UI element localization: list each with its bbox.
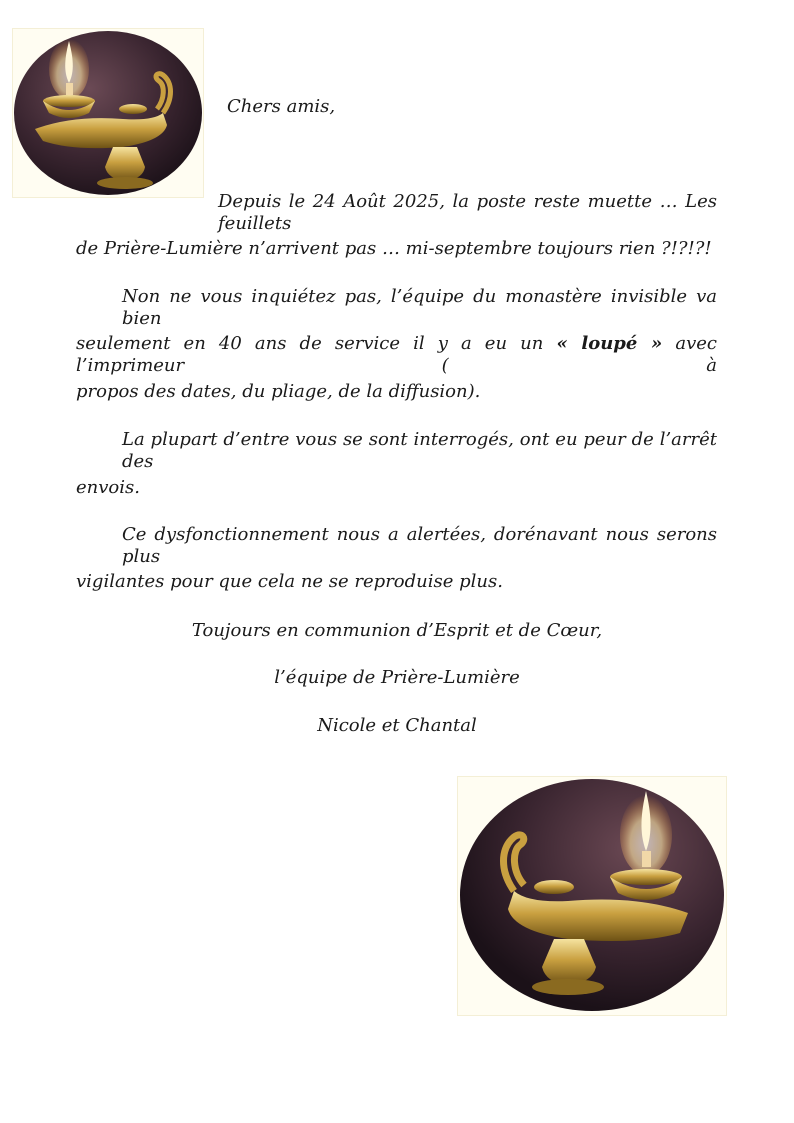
- signature: Nicole et Chantal: [317, 715, 477, 736]
- paragraph-3-line-2: envois.: [76, 477, 140, 498]
- oil-lamp-photo-top: [12, 28, 204, 198]
- paragraph-2-line-2: [76, 333, 717, 377]
- paragraph-4-line-1: Ce dysfonctionnement nous a alertées, dorénavant nous serons plus: [122, 524, 717, 567]
- paragraph-2-line-3: propos des dates, du pliage, de la diffusion).: [76, 381, 481, 402]
- paragraph-4-line-2: vigilantes pour que cela ne se reproduise plus.: [76, 571, 503, 592]
- team-line: l’équipe de Prière-Lumière: [274, 667, 520, 688]
- paragraph-2-line-2-after: avec l’imprimeur ( à: [76, 333, 717, 376]
- paragraph-1-line-2: de Prière-Lumière n’arrivent pas … mi-septembre toujours rien ?!?!?!: [76, 238, 712, 259]
- oil-lamp-photo-bottom: [457, 776, 727, 1016]
- paragraph-2-line-2-before: seulement en 40 ans de service il y a eu un: [76, 333, 544, 354]
- greeting: Chers amis,: [227, 96, 336, 117]
- oil-lamp-icon: [458, 777, 726, 1015]
- closing-line: Toujours en communion d’Esprit et de Cœur,: [191, 620, 603, 641]
- loupe-emphasis: « loupé »: [556, 333, 663, 354]
- paragraph-1-line-1: Depuis le 24 Août 2025, la poste reste muette … Les feuillets: [218, 191, 717, 234]
- paragraph-2-line-1: Non ne vous inquiétez pas, l’équipe du monastère invisible va bien: [122, 286, 717, 329]
- oil-lamp-icon: [13, 29, 203, 197]
- paragraph-3-line-1: La plupart d’entre vous se sont interrogés, ont eu peur de l’arrêt des: [122, 429, 717, 472]
